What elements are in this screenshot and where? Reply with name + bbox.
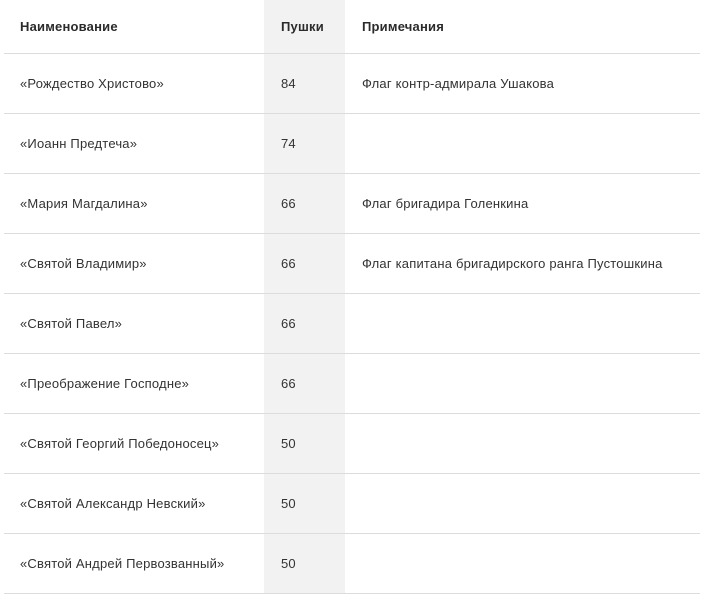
notes-cell	[345, 113, 700, 173]
table-row	[4, 473, 700, 533]
ship-name-cell: «Иоанн Предтеча»	[4, 113, 264, 173]
table-header-row	[4, 0, 700, 53]
notes-cell	[345, 413, 700, 473]
table-row	[4, 113, 700, 173]
guns-cell: 50	[264, 413, 345, 473]
table-row	[4, 353, 700, 413]
notes-cell	[345, 473, 700, 533]
column-header-guns[interactable]: Пушки	[264, 0, 345, 53]
table-row	[4, 533, 700, 593]
table-row	[4, 413, 700, 473]
notes-cell: Флаг бригадира Голенкина	[345, 173, 700, 233]
ship-name-cell: «Святой Александр Невский»	[4, 473, 264, 533]
column-header-name[interactable]: Наименование	[4, 0, 264, 53]
ship-name-cell: «Святой Владимир»	[4, 233, 264, 293]
ship-name-cell: «Рождество Христово»	[4, 53, 264, 113]
ship-name-cell: «Мария Магдалина»	[4, 173, 264, 233]
guns-cell: 66	[264, 293, 345, 353]
guns-cell: 74	[264, 113, 345, 173]
guns-cell: 84	[264, 53, 345, 113]
table-row	[4, 233, 700, 293]
notes-cell	[345, 353, 700, 413]
guns-cell: 66	[264, 233, 345, 293]
table-row	[4, 293, 700, 353]
table-row	[4, 53, 700, 113]
notes-cell: Флаг контр-адмирала Ушакова	[345, 53, 700, 113]
ship-name-cell: «Преображение Господне»	[4, 353, 264, 413]
ship-name-cell: «Святой Георгий Победоносец»	[4, 413, 264, 473]
column-header-notes[interactable]: Примечания	[345, 0, 700, 53]
guns-cell: 50	[264, 473, 345, 533]
ship-name-cell: «Святой Андрей Первозванный»	[4, 533, 264, 593]
guns-cell: 66	[264, 173, 345, 233]
guns-cell: 50	[264, 533, 345, 593]
ship-name-cell: «Святой Павел»	[4, 293, 264, 353]
notes-cell	[345, 533, 700, 593]
ships-table	[4, 0, 700, 594]
guns-cell: 66	[264, 353, 345, 413]
notes-cell: Флаг капитана бригадирского ранга Пустошкина	[345, 233, 700, 293]
notes-cell	[345, 293, 700, 353]
table-row	[4, 173, 700, 233]
